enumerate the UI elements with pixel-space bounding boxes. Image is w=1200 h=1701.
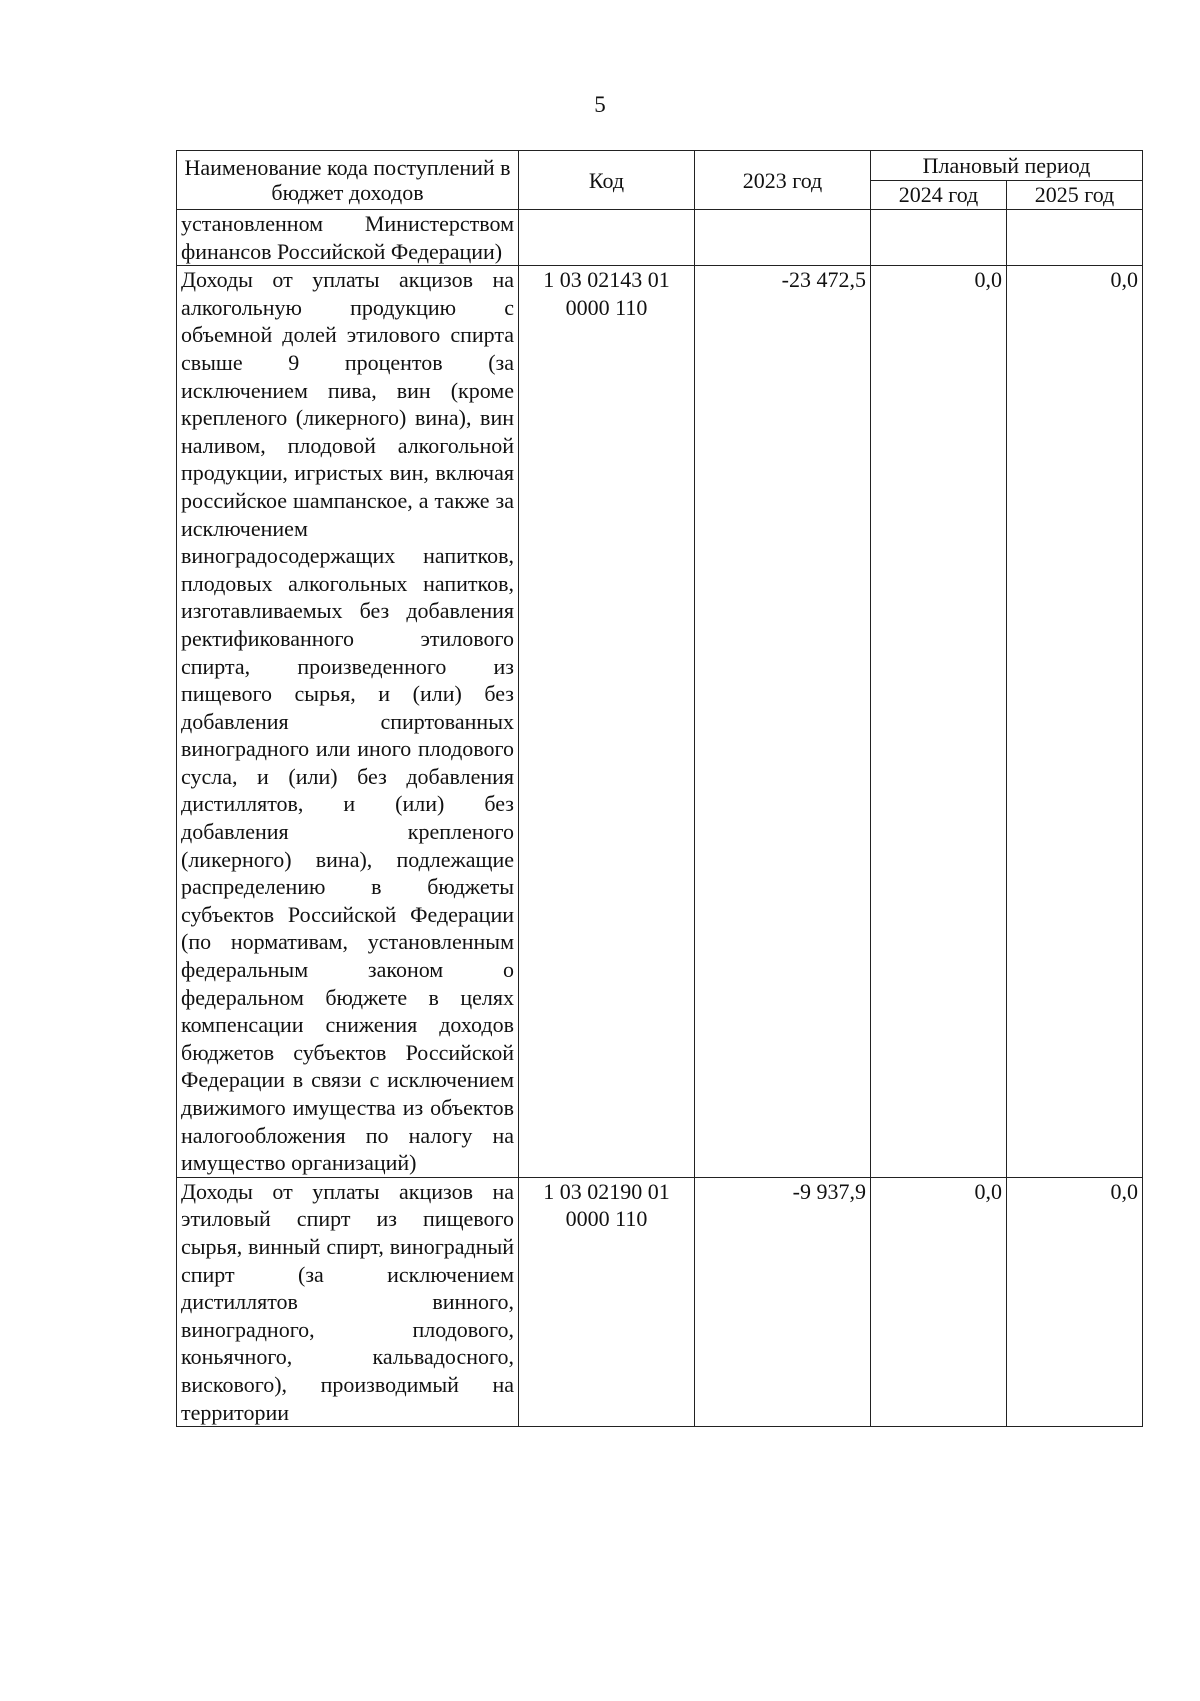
- row-code: 1 03 02143 01 0000 110: [519, 266, 695, 1178]
- header-name: Наименование кода поступлений в бюджет доходов: [177, 151, 519, 210]
- table-row: [177, 210, 1143, 266]
- table-row: [177, 266, 1143, 1178]
- table-header: [177, 151, 1143, 210]
- row-2025: 0,0: [1007, 1177, 1143, 1426]
- row-name: установленном Министерством финансов Российской Федерации): [177, 210, 519, 266]
- table-row: [177, 1177, 1143, 1426]
- row-name: Доходы от уплаты акцизов на алкогольную продукцию с объемной долей этилового спирта свыше 9 процентов (за исключением пива, вин (кроме крепленого (ликерного) вина), вин наливом, плодовой алкогольной продукции, игристых вин, включая российское шампанское, а также за исключением виноградосодержащих напитков, плодовых алкогольных напитков, изготавливаемых без добавления ректификованного этилового спирта, произведенного из пищевого сырья, и (или) без добавления спиртованных виноградного или иного плодового сусла, и (или) без добавления дистиллятов, и (или) без добавления крепленого (ликерного) вина), подлежащие распределению в бюджеты субъектов Российской Федерации (по нормативам, установленным федеральным законом о федеральном бюджете в целях компенсации снижения доходов бюджетов субъектов Российской Федерации в связи с исключением движимого имущества из объектов налогообложения по налогу на имущество организаций): [177, 266, 519, 1178]
- row-2025: [1007, 210, 1143, 266]
- header-planned-period: Плановый период: [871, 151, 1143, 181]
- header-2023: 2023 год: [695, 151, 871, 210]
- row-code: [519, 210, 695, 266]
- header-2025: 2025 год: [1007, 180, 1143, 210]
- row-2024: [871, 210, 1007, 266]
- row-2024: 0,0: [871, 266, 1007, 1178]
- header-code: Код: [519, 151, 695, 210]
- row-2023: -23 472,5: [695, 266, 871, 1178]
- row-2023: -9 937,9: [695, 1177, 871, 1426]
- page-number: 5: [594, 92, 606, 117]
- row-2024: 0,0: [871, 1177, 1007, 1426]
- row-2023: [695, 210, 871, 266]
- revenue-table: [176, 150, 1143, 1427]
- row-code: 1 03 02190 01 0000 110: [519, 1177, 695, 1426]
- header-2024: 2024 год: [871, 180, 1007, 210]
- row-2025: 0,0: [1007, 266, 1143, 1178]
- row-name: Доходы от уплаты акцизов на этиловый спирт из пищевого сырья, винный спирт, виноградный спирт (за исключением дистиллятов винного, виноградного, плодового, коньячного, кальвадосного, вискового), производимый на территории: [177, 1177, 519, 1426]
- table-body: [177, 210, 1143, 1427]
